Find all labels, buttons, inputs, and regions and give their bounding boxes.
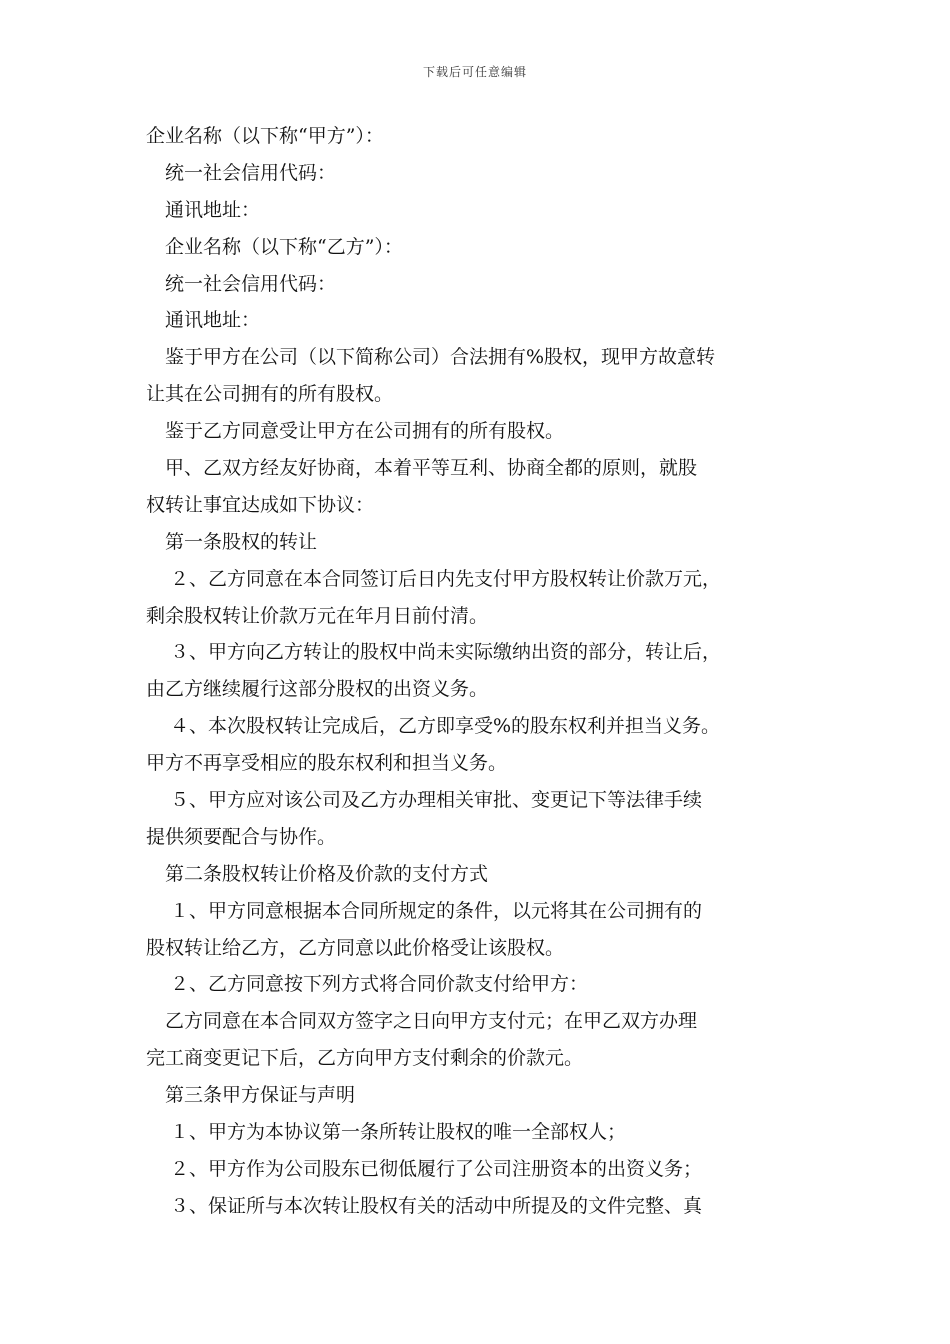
recital-line: 鉴于乙方同意受让甲方在公司拥有的所有股权。: [165, 420, 565, 443]
article-heading: 第一条股权的转让: [165, 530, 318, 553]
clause-line: ４、本次股权转让完成后，乙方即享受%的股东权利并担当义务。: [170, 715, 721, 738]
recital-line: 让其在公司拥有的所有股权。: [146, 383, 394, 406]
recital-line: 鉴于甲方在公司（以下简称公司）合法拥有%股权，现甲方故意转: [165, 346, 716, 369]
clause-line: 甲方不再享受相应的股东权利和担当义务。: [146, 752, 508, 775]
clause-line: ２、甲方作为公司股东已彻低履行了公司注册资本的出资义务；: [170, 1157, 703, 1180]
clause-line: 乙方同意在本合同双方签字之日向甲方支付元；在甲乙双方办理: [165, 1010, 698, 1033]
party-b-name-line: 企业名称（以下称“乙方”）：: [165, 235, 403, 258]
recital-line: 甲、乙双方经友好协商，本着平等互利、协商全都的原则，就股: [165, 457, 698, 480]
party-b-address-line: 通讯地址：: [165, 309, 261, 332]
clause-line: １、甲方为本协议第一条所转让股权的唯一全部权人；: [170, 1121, 627, 1144]
clause-line: 提供须要配合与协作。: [146, 825, 337, 848]
page-header: 下载后可任意编辑: [422, 65, 527, 79]
article-heading: 第二条股权转让价格及价款的支付方式: [165, 862, 489, 885]
recital-line: 权转让事宜达成如下协议：: [146, 493, 375, 516]
party-b-credit-code-line: 统一社会信用代码：: [165, 272, 337, 295]
party-a-credit-code-line: 统一社会信用代码：: [165, 161, 337, 184]
clause-line: ２、乙方同意在本合同签订后日内先支付甲方股权转让价款万元，: [170, 567, 722, 590]
clause-line: ５、甲方应对该公司及乙方办理相关审批、变更记下等法律手续: [170, 789, 703, 812]
clause-line: 由乙方继续履行这部分股权的出资义务。: [146, 678, 489, 701]
clause-line: ３、保证所与本次转让股权有关的活动中所提及的文件完整、真: [170, 1194, 703, 1217]
clause-line: 股权转让给乙方，乙方同意以此价格受让该股权。: [146, 936, 565, 959]
clause-line: 完工商变更记下后，乙方向甲方支付剩余的价款元。: [146, 1047, 584, 1070]
party-a-address-line: 通讯地址：: [165, 198, 261, 221]
clause-line: 剩余股权转让价款万元在年月日前付清。: [146, 604, 489, 627]
contract-body: [146, 118, 816, 1225]
party-a-name-line: 企业名称（以下称“甲方”）：: [146, 125, 384, 147]
clause-line: ２、乙方同意按下列方式将合同价款支付给甲方：: [170, 973, 589, 996]
clause-line: １、甲方同意根据本合同所规定的条件，以元将其在公司拥有的: [170, 899, 703, 922]
clause-line: ３、甲方向乙方转让的股权中尚未实际缴纳出资的部分，转让后，: [170, 641, 722, 664]
article-heading: 第三条甲方保证与声明: [165, 1084, 356, 1107]
